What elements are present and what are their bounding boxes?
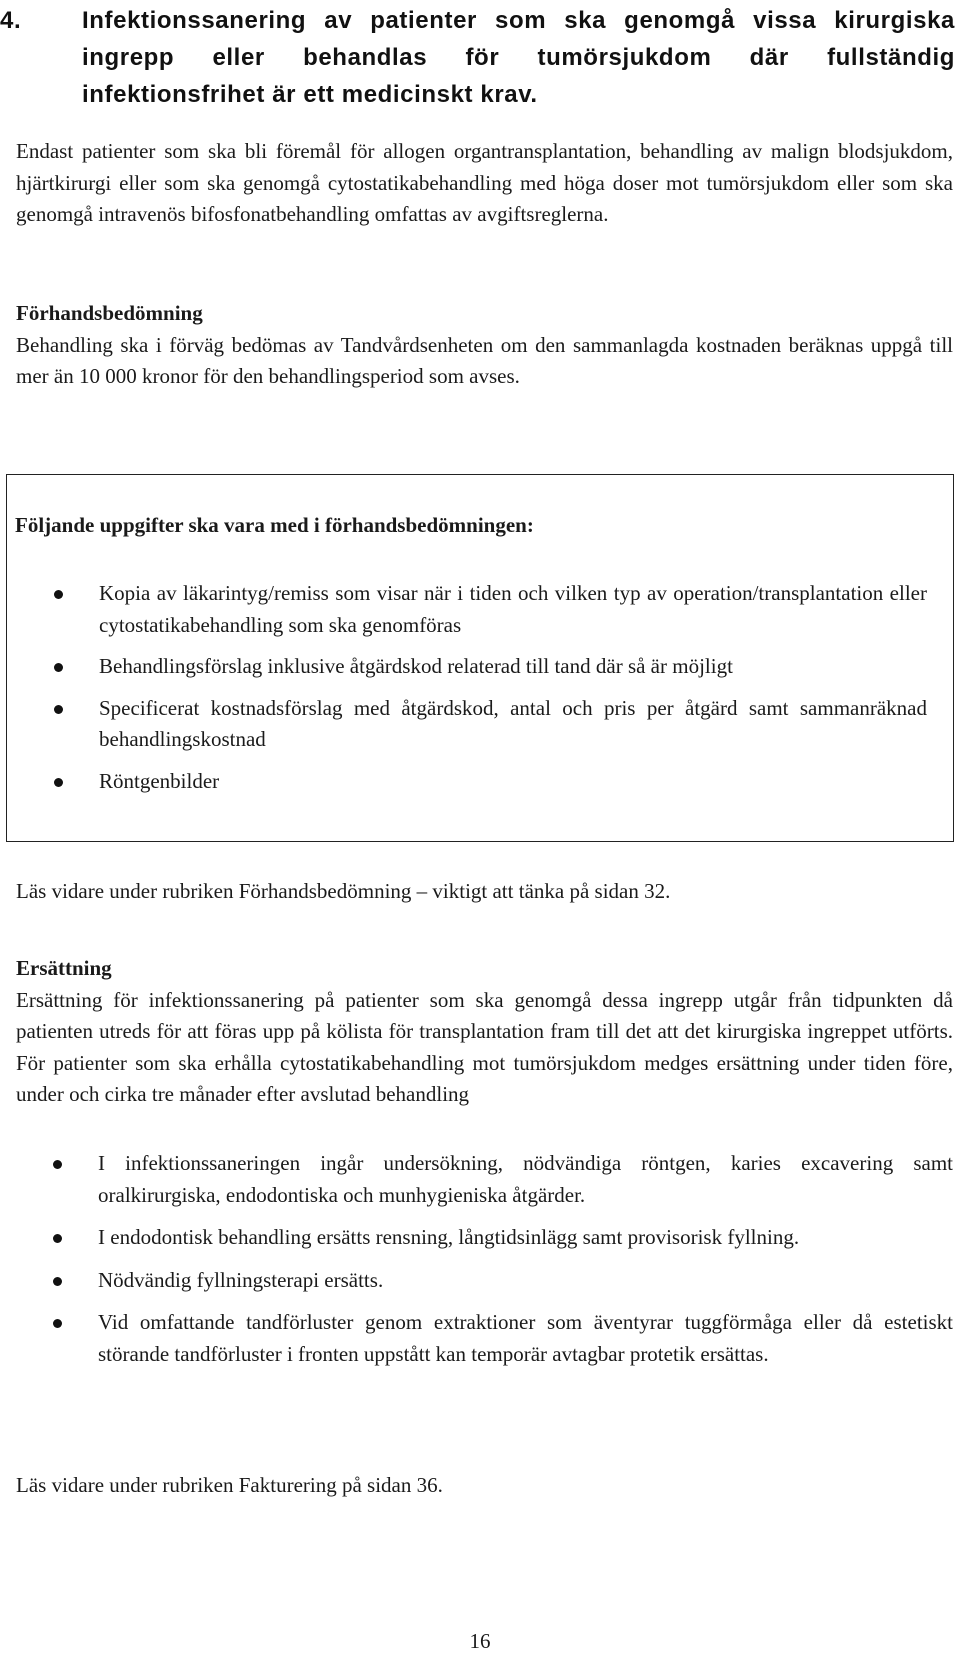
ersattning-heading: Ersättning: [16, 956, 112, 980]
bullet-icon: [53, 1319, 62, 1328]
list-item: I infektionssaneringen ingår undersökning, nödvändiga röntgen, karies excavering samt oralkirurgiska, endodontiska och munhygieniska åtgärder.: [6, 1148, 953, 1211]
list-item: Specificerat kostnadsförslag med åtgärdskod, antal och pris per åtgärd samt sammanräknad behandlingskostnad: [7, 693, 927, 756]
bullet-icon: [54, 590, 63, 599]
box-title: Följande uppgifter ska vara med i förhandsbedömningen:: [15, 513, 534, 537]
intro-paragraph: Endast patienter som ska bli föremål för allogen organtransplantation, behandling av malign blodsjukdom, hjärtkirurgi eller som ska genomgå cytostatikabehandling med höga doser mot tumörsjukdom eller som ska genomgå intravenös bifosfonatbehandling omfattas av avgiftsreglerna.: [16, 139, 953, 226]
read-more-fakturering: Läs vidare under rubriken Fakturering på sidan 36.: [16, 1473, 443, 1497]
section-number: 4.: [0, 7, 22, 34]
read-more-forhandsbedomning: Läs vidare under rubriken Förhandsbedömning – viktigt att tänka på sidan 32.: [16, 879, 671, 903]
bullet-icon: [53, 1234, 62, 1243]
list-item: I endodontisk behandling ersätts rensning, långtidsinlägg samt provisorisk fyllning.: [6, 1222, 953, 1254]
bullet-icon: [53, 1160, 62, 1169]
section-heading: [0, 2, 955, 113]
ersattning-text: Ersättning för infektionssanering på patienter som ska genomgå dessa ingrepp utgår från tidpunkten då patienten utreds för att föras upp på kölista för transplantation fram till det att det kirurgiska ingreppet utförts. För patienter som ska erhålla cytostatikabehandling mot tumörsjukdom medges ersättning under tiden före, under och cirka tre månader efter avslutad behandling: [16, 987, 953, 1106]
required-info-list: [7, 578, 927, 807]
page-number: 16: [469, 1629, 491, 1653]
ersattning-section: [16, 953, 953, 1111]
ersattning-list: [6, 1148, 953, 1381]
section-title: Infektionssanering av patienter som ska genomgå vissa kirurgiska ingrepp eller behandlas för tumörsjukdom där fullständig infektionsfrihet är ett medicinskt krav.: [82, 7, 955, 108]
forhandsbedomning-section: [16, 298, 953, 393]
list-item: Röntgenbilder: [7, 766, 927, 798]
bullet-icon: [54, 663, 63, 672]
bullet-icon: [53, 1277, 62, 1286]
list-item: Kopia av läkarintyg/remiss som visar när i tiden och vilken typ av operation/transplantation eller cytostatikabehandling som ska genomföras: [7, 578, 927, 641]
list-item: Nödvändig fyllningsterapi ersätts.: [6, 1265, 953, 1297]
list-item: Vid omfattande tandförluster genom extraktioner som äventyrar tuggförmåga eller då estetiskt störande tandförluster i fronten uppstått kan temporär avtagbar protetik ersättas.: [6, 1307, 953, 1370]
bullet-icon: [54, 705, 63, 714]
required-info-box: [6, 474, 954, 842]
bullet-icon: [54, 778, 63, 787]
forhandsbedomning-text: Behandling ska i förväg bedömas av Tandvårdsenheten om den sammanlagda kostnaden beräknas uppgå till mer än 10 000 kronor för den behandlingsperiod som avses.: [16, 332, 953, 388]
forhandsbedomning-heading: Förhandsbedömning: [16, 301, 203, 325]
list-item: Behandlingsförslag inklusive åtgärdskod relaterad till tand där så är möjligt: [7, 651, 927, 683]
